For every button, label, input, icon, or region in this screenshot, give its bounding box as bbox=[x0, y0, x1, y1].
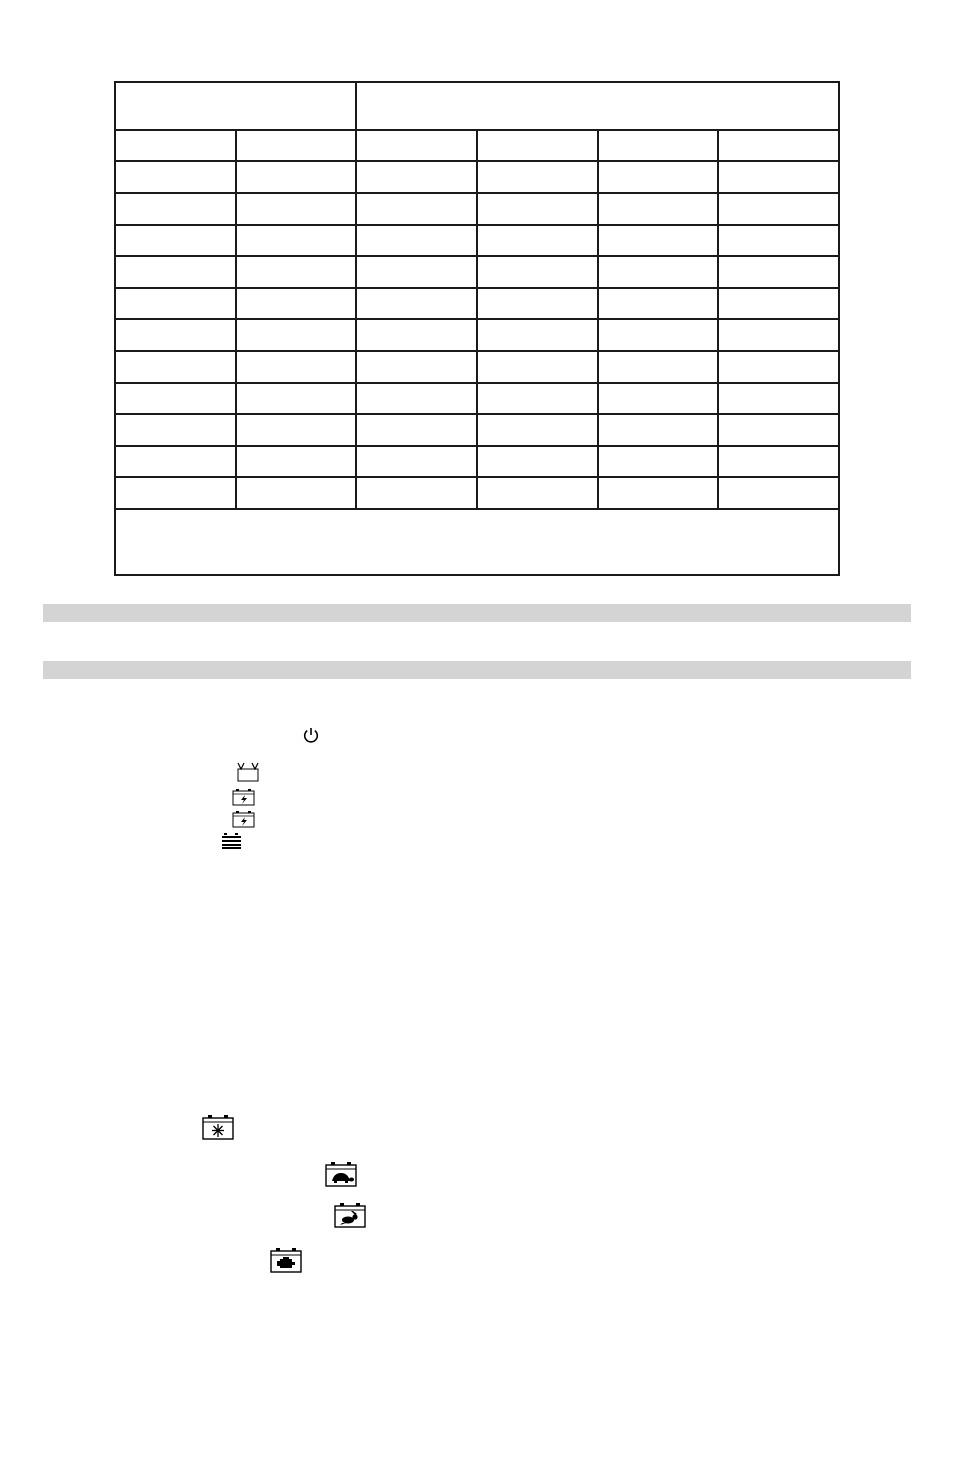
table-cell bbox=[236, 477, 357, 509]
table-cell bbox=[477, 225, 598, 257]
table-cell bbox=[477, 383, 598, 415]
table-cell bbox=[718, 161, 839, 193]
table-row bbox=[115, 383, 839, 415]
table-cell bbox=[718, 446, 839, 478]
section-band bbox=[43, 604, 911, 622]
table-cell bbox=[115, 130, 236, 162]
table-cell bbox=[718, 414, 839, 446]
table-cell bbox=[718, 130, 839, 162]
table-cell bbox=[598, 319, 719, 351]
table-row bbox=[115, 446, 839, 478]
table-cell bbox=[718, 256, 839, 288]
table-cell bbox=[115, 288, 236, 320]
table-cell bbox=[115, 383, 236, 415]
table-cell bbox=[477, 288, 598, 320]
table-cell bbox=[598, 130, 719, 162]
table-cell bbox=[477, 319, 598, 351]
table-cell bbox=[356, 383, 477, 415]
table-cell bbox=[598, 225, 719, 257]
table-cell bbox=[477, 193, 598, 225]
table-row bbox=[115, 193, 839, 225]
table-row bbox=[115, 130, 839, 162]
table-cell bbox=[718, 477, 839, 509]
battery-charge-alt-icon bbox=[232, 810, 256, 828]
table-cell bbox=[115, 256, 236, 288]
table-cell bbox=[598, 288, 719, 320]
table-cell bbox=[236, 446, 357, 478]
table-cell bbox=[356, 161, 477, 193]
table-cell bbox=[718, 351, 839, 383]
table-cell bbox=[236, 130, 357, 162]
table-cell bbox=[477, 161, 598, 193]
table-cell bbox=[236, 414, 357, 446]
table-row bbox=[115, 161, 839, 193]
table-row bbox=[115, 225, 839, 257]
table-cell bbox=[115, 193, 236, 225]
battery-snowflake-icon bbox=[202, 1114, 234, 1140]
table-cell bbox=[115, 351, 236, 383]
table-cell bbox=[236, 383, 357, 415]
battery-charge-icon bbox=[232, 788, 256, 806]
table-cell bbox=[598, 161, 719, 193]
table-cell bbox=[718, 225, 839, 257]
table-cell bbox=[236, 351, 357, 383]
table-cell bbox=[356, 351, 477, 383]
table-header-cell bbox=[356, 82, 839, 130]
table-cell bbox=[477, 351, 598, 383]
table-row bbox=[115, 477, 839, 509]
battery-stacked-icon bbox=[221, 833, 243, 850]
table-cell bbox=[115, 446, 236, 478]
table-cell bbox=[598, 351, 719, 383]
table-cell bbox=[356, 225, 477, 257]
table-cell bbox=[477, 414, 598, 446]
table-cell bbox=[718, 193, 839, 225]
table-cell bbox=[236, 193, 357, 225]
table-cell bbox=[236, 161, 357, 193]
power-icon bbox=[302, 726, 320, 744]
table-row bbox=[115, 256, 839, 288]
table-cell bbox=[115, 477, 236, 509]
battery-clamps-icon bbox=[236, 762, 260, 782]
table-header-cell bbox=[115, 82, 356, 130]
battery-rabbit-icon bbox=[334, 1202, 366, 1228]
table-cell bbox=[356, 193, 477, 225]
battery-engine-icon bbox=[270, 1247, 302, 1273]
table-footer-cell bbox=[115, 509, 839, 575]
table-row bbox=[115, 288, 839, 320]
table-cell bbox=[477, 477, 598, 509]
table-cell bbox=[115, 161, 236, 193]
table-cell bbox=[598, 256, 719, 288]
table-row bbox=[115, 351, 839, 383]
table-cell bbox=[356, 446, 477, 478]
table-cell bbox=[598, 477, 719, 509]
table-cell bbox=[115, 225, 236, 257]
table-cell bbox=[115, 414, 236, 446]
table-cell bbox=[236, 256, 357, 288]
table-cell bbox=[598, 446, 719, 478]
specification-table bbox=[114, 81, 840, 576]
table-row bbox=[115, 319, 839, 351]
table-cell bbox=[477, 130, 598, 162]
table-cell bbox=[598, 193, 719, 225]
table-header-row bbox=[115, 82, 839, 130]
table-cell bbox=[477, 446, 598, 478]
section-band bbox=[43, 661, 911, 679]
table-cell bbox=[236, 319, 357, 351]
table-cell bbox=[236, 288, 357, 320]
table-cell bbox=[115, 319, 236, 351]
table-cell bbox=[718, 288, 839, 320]
table-cell bbox=[477, 256, 598, 288]
table-cell bbox=[718, 383, 839, 415]
table-cell bbox=[356, 288, 477, 320]
table-row bbox=[115, 414, 839, 446]
table-cell bbox=[718, 319, 839, 351]
table-cell bbox=[356, 130, 477, 162]
table-cell bbox=[356, 319, 477, 351]
table-cell bbox=[598, 414, 719, 446]
table-cell bbox=[356, 414, 477, 446]
table-cell bbox=[356, 256, 477, 288]
table-cell bbox=[356, 477, 477, 509]
battery-turtle-icon bbox=[325, 1161, 357, 1187]
table-cell bbox=[236, 225, 357, 257]
table-footer-row bbox=[115, 509, 839, 575]
table-cell bbox=[598, 383, 719, 415]
